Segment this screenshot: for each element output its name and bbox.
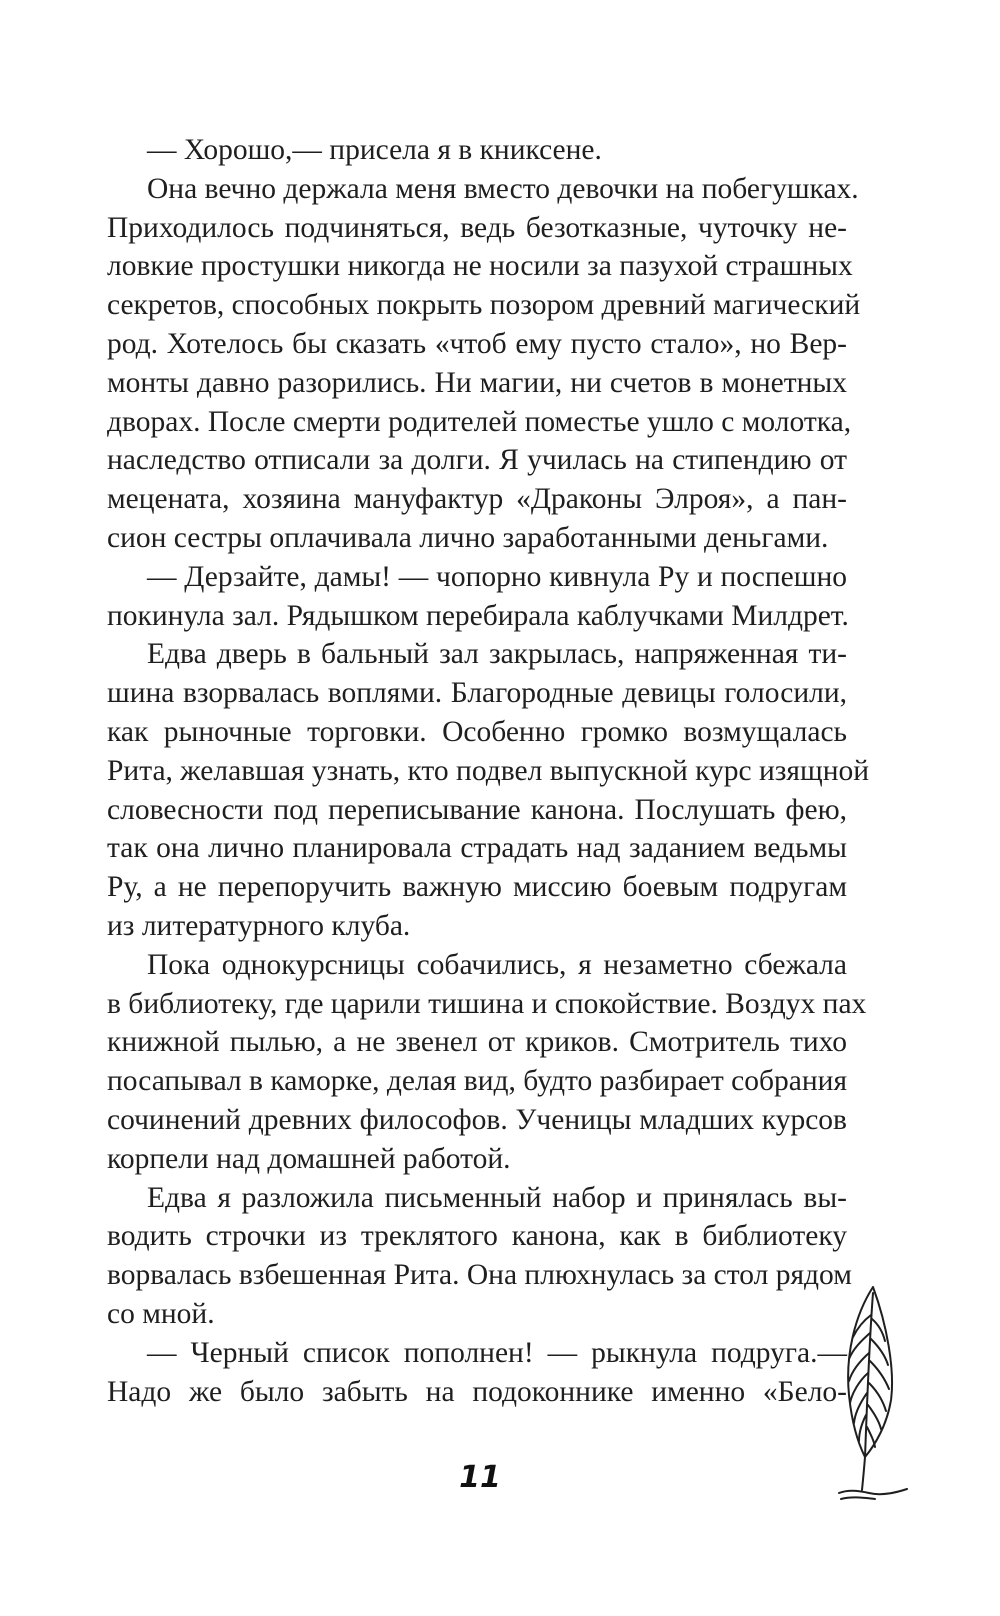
text-line: посапывал в каморке, делая вид, будто разбирает собрания xyxy=(107,1065,848,1098)
text-line: из литературного клуба. xyxy=(107,909,411,942)
text-line: со мной. xyxy=(107,1297,215,1330)
text-line: Едва я разложила письменный набор и принялась вы- xyxy=(147,1181,847,1214)
text-line: водить строчки из треклятого канона, как в библиотеку xyxy=(107,1220,847,1253)
text-line: в библиотеку, где царили тишина и спокойствие. Воздух пах xyxy=(107,987,867,1020)
feather-icon xyxy=(835,1285,915,1505)
text-line: наследство отписали за долги. Я училась на стипендию от xyxy=(107,444,847,477)
text-line: Пока однокурсницы собачились, я незаметно сбежала xyxy=(147,948,847,981)
page-number: 11 xyxy=(459,1460,501,1495)
text-line: Едва дверь в бальный зал закрылась, напряженная ти- xyxy=(147,638,847,671)
text-line: шина взорвалась воплями. Благородные девицы голосили, xyxy=(107,677,847,710)
text-line: монты давно разорились. Ни магии, ни счетов в монетных xyxy=(107,366,847,399)
text-line: ловкие простушки никогда не носили за пазухой страшных xyxy=(107,250,853,283)
text-line: ворвалась взбешенная Рита. Она плюхнулась за стол рядом xyxy=(107,1259,852,1292)
text-line: мецената, хозяина мануфактур «Драконы Элроя», а пан- xyxy=(107,483,847,516)
text-line: как рыночные торговки. Особенно громко возмущалась xyxy=(107,715,847,748)
text-line: — Дерзайте, дамы! — чопорно кивнула Ру и поспешно xyxy=(147,560,847,593)
text-line: Ру, а не перепоручить важную миссию боевым подругам xyxy=(107,871,847,904)
text-line: — Хорошо,— присела я в книксене. xyxy=(147,134,602,166)
text-line: дворах. После смерти родителей поместье ушло с молотка, xyxy=(107,405,852,438)
text-line: секретов, способных покрыть позором древний магический xyxy=(107,289,861,322)
text-line: Она вечно держала меня вместо девочки на побегушках. xyxy=(147,172,859,205)
page-text xyxy=(107,131,870,1411)
text-line: Рита, желавшая узнать, кто подвел выпускной курс изящной xyxy=(107,754,870,787)
text-line: так она лично планировала страдать над заданием ведьмы xyxy=(107,832,847,865)
text-line: словесности под переписывание канона. Послушать фею, xyxy=(107,793,847,826)
text-line: род. Хотелось бы сказать «чтоб ему пусто стало», но Вер- xyxy=(107,327,847,360)
text-line: Надо же было забыть на подоконнике именно «Бело- xyxy=(107,1375,847,1408)
text-line: сочинений древних философов. Ученицы младших курсов xyxy=(107,1103,847,1136)
text-line: корпели над домашней работой. xyxy=(107,1142,511,1175)
text-line: сион сестры оплачивала лично заработанными деньгами. xyxy=(107,521,829,554)
text-line: — Черный список пополнен! — рыкнула подруга.— xyxy=(147,1336,847,1369)
text-line: книжной пылью, а не звенел от криков. Смотритель тихо xyxy=(107,1026,847,1059)
text-line: Приходилось подчиняться, ведь безотказные, чуточку не- xyxy=(107,211,847,244)
text-line: покинула зал. Рядышком перебирала каблучками Милдрет. xyxy=(107,599,849,632)
